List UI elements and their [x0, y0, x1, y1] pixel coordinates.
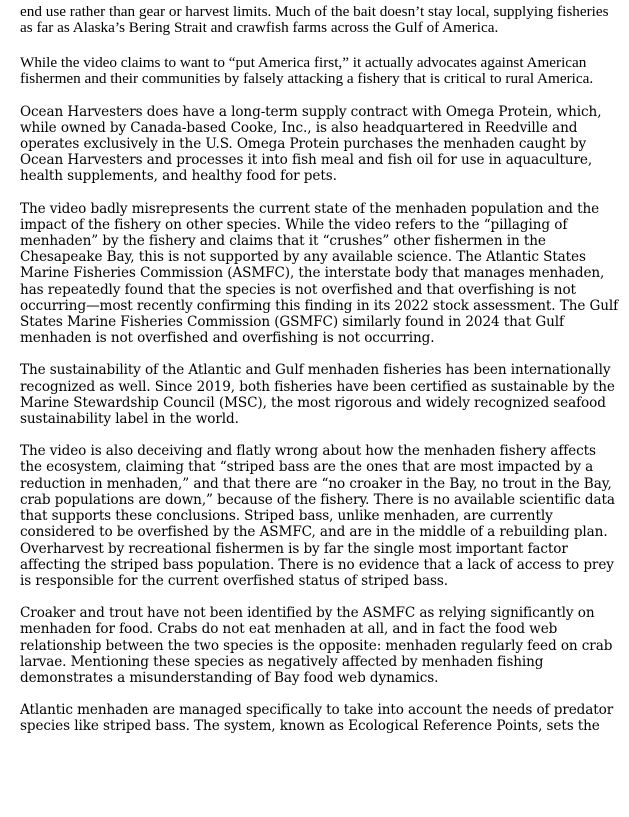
paragraph-omega-protein: Ocean Harvesters does have a long-term supply contract with Omega Protein, which, while owned by Canada-based Cooke, Inc., is also headquartered in Reedville and operates exclusively in the U.S. Omega Protein purchases the menhaden caught by Ocean Harvesters and processes it into fish meal and fish oil for use in aquaculture, health supplements, and healthy food for pets. — [20, 103, 602, 185]
paragraph-population-status: The video badly misrepresents the current state of the menhaden population and the impact of the fishery on other species. While the video refers to the “pillaging of menhaden” by the fishery and claims that it “crushes” other fishermen in the Chesapeake Bay, this is not supported by any available science. The Atlantic States Marine Fisheries Commission (ASMFC), the interstate body that manages menhaden, has repeatedly found that the species is not overfished and that overfishing is not occurring—most recently confirming this finding in its 2022 stock assessment. The Gulf States Marine Fisheries Commission (GSMFC) similarly found in 2024 that Gulf menhaden is not overfished and overfishing is not occurring. — [20, 200, 619, 347]
paragraph-food-web: Croaker and trout have not been identified by the ASMFC as relying significantly on menhaden for food. Crabs do not eat menhaden at all, and in fact the food web relationship between the two species is the opposite: menhaden regularly feed on crab larvae. Mentioning these species as negatively affected by menhaden fishing demonstrates a misunderstanding of Bay food web dynamics. — [20, 605, 613, 686]
paragraph-ecological-reference-points: Atlantic menhaden are managed specifically to take into account the needs of predator species like striped bass. The system, known as Ecological Reference Points, sets the — [20, 702, 614, 735]
paragraph-sustainability-certification: The sustainability of the Atlantic and Gulf menhaden fisheries has been internationally recognized as well. Since 2019, both fisheries have been certified as sustainable by the Marine Stewardship Council (MSC), the most rigorous and widely recognized seafood sustainability label in the world. — [20, 362, 615, 428]
document-page — [20, 4, 622, 751]
paragraph-ecosystem-claims: The video is also deceiving and flatly wrong about how the menhaden fishery affects the ecosystem, claiming that “striped bass are the ones that are most impacted by a reduction in menhaden,” and that there are “no croaker in the Bay, no trout in the Bay, crab populations are down,” because of the fishery. There is no available scientific data that supports these conclusions. Striped bass, unlike menhaden, are currently considered to be overfished by the ASMFC, and are in the middle of a rebuilding plan. Overharvest by recreational fishermen is by far the single most important factor affecting the striped bass population. There is no evidence that a lack of access to prey is responsible for the current overfished status of striped bass. — [20, 443, 615, 589]
paragraph-america-first: While the video claims to want to “put America first,” it actually advocates against American fishermen and their communities by falsely attacking a fishery that is critical to rural America. — [20, 53, 594, 88]
paragraph-bait-supply: end use rather than gear or harvest limits. Much of the bait doesn’t stay local, supplying fisheries as far as Alaska’s Bering Strait and crawfish farms across the Gulf of America. — [20, 3, 609, 37]
